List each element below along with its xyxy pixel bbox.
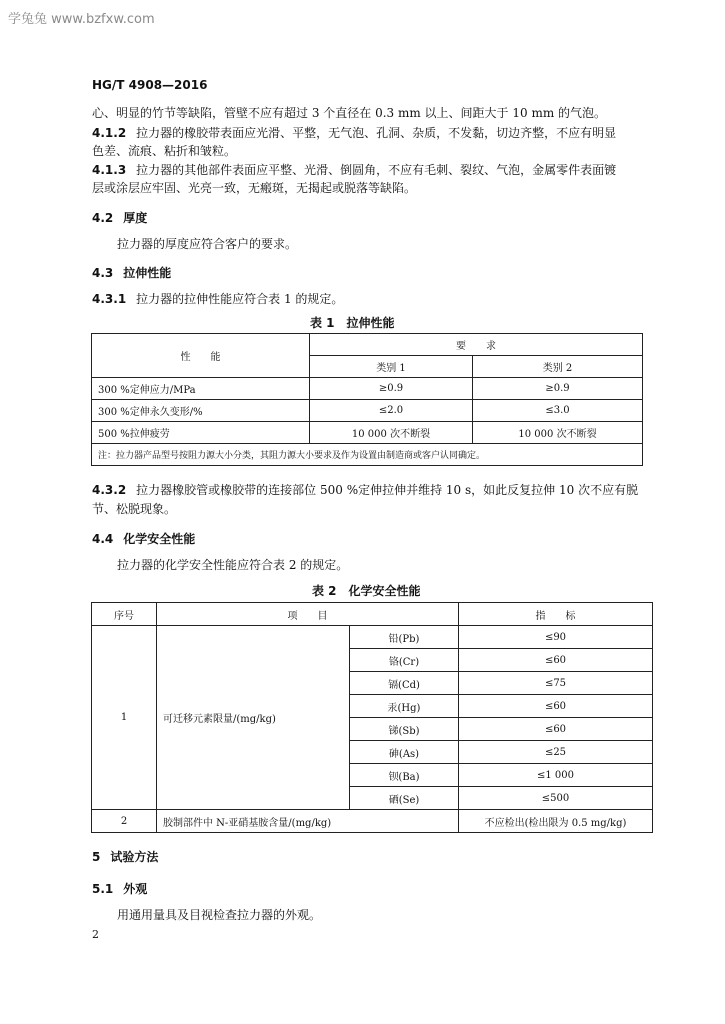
page-number: 2	[92, 928, 99, 941]
category-2-value: ≥0.9	[473, 378, 643, 400]
heading-4-2	[92, 209, 147, 226]
heading-number: 5	[92, 850, 101, 864]
table-2-caption: 表 2 化学安全性能	[312, 584, 421, 598]
property-name: 500 %拉伸疲劳	[92, 422, 310, 444]
serial-no: 1	[92, 626, 157, 810]
clause-number: 4.3.2	[92, 483, 127, 497]
clause-4-1-3-line2: 层或涂层应牢固、光亮一致，无瘢斑，无揭起或脱落等缺陷。	[92, 181, 417, 195]
element-limit: ≤60	[459, 649, 653, 672]
element-limit: ≤75	[459, 672, 653, 695]
heading-4-4	[92, 530, 195, 547]
element-limit: ≤1 000	[459, 764, 653, 787]
clause-4-3-2-line2: 节、松脱现象。	[92, 502, 177, 516]
table-note: 注：拉力器产品型号按阻力源大小分类，其阻力源大小要求及作为设置由制造商或客户认同确定。	[92, 444, 643, 466]
tensile-properties-table	[91, 333, 643, 466]
element-limit: ≤90	[459, 626, 653, 649]
clause-number: 4.3.1	[92, 292, 127, 306]
paragraph-continued: 心、明显的竹节等缺陷，管壁不应有超过 3 个直径在 0.3 mm 以上、间距大于 10 mm 的气泡。	[92, 106, 607, 120]
element-name: 铬(Cr)	[350, 649, 459, 672]
heading-title: 拉伸性能	[123, 266, 172, 280]
document-id: HG/T 4908—2016	[92, 78, 208, 92]
element-name: 铅(Pb)	[350, 626, 459, 649]
header-property: 性 能	[92, 334, 310, 378]
category-2-value: ≤3.0	[473, 400, 643, 422]
item-limit: 不应检出(检出限为 0.5 mg/kg)	[459, 810, 653, 833]
serial-no: 2	[92, 810, 157, 833]
table-row	[92, 378, 643, 400]
clause-text: 拉力器的拉伸性能应符合表 1 的规定。	[136, 292, 344, 306]
category-1-value: ≤2.0	[310, 400, 473, 422]
element-name: 钡(Ba)	[350, 764, 459, 787]
element-name: 砷(As)	[350, 741, 459, 764]
table-row	[92, 626, 653, 649]
heading-number: 4.3	[92, 266, 114, 280]
heading-title: 外观	[123, 882, 148, 896]
property-name: 300 %定伸永久变形/%	[92, 400, 310, 422]
clause-number: 4.1.3	[92, 163, 127, 177]
category-2-value: 10 000 次不断裂	[473, 422, 643, 444]
table-1-caption: 表 1 拉伸性能	[310, 316, 395, 330]
clause-4-4-text: 拉力器的化学安全性能应符合表 2 的规定。	[117, 558, 349, 572]
clause-number: 4.1.2	[92, 126, 127, 140]
heading-title: 试验方法	[110, 850, 159, 864]
clause-4-1-3-line1	[92, 162, 616, 178]
clause-4-1-2-line1	[92, 125, 616, 141]
header-requirement: 要 求	[310, 334, 643, 356]
clause-4-3-2-line1	[92, 482, 638, 498]
heading-title: 化学安全性能	[123, 532, 196, 546]
element-limit: ≤60	[459, 718, 653, 741]
clause-text: 拉力器的其他部件表面应平整、光滑、倒圆角，不应有毛刺、裂纹、气泡，金属零件表面镀	[136, 163, 617, 177]
header-item: 项 目	[157, 603, 459, 626]
watermark: 学兔兔 www.bzfxw.com	[8, 12, 155, 27]
category-1-value: ≥0.9	[310, 378, 473, 400]
clause-4-3-1	[92, 291, 343, 307]
chemical-safety-table	[91, 602, 653, 833]
element-limit: ≤500	[459, 787, 653, 810]
table-row	[92, 422, 643, 444]
element-name: 锑(Sb)	[350, 718, 459, 741]
category-1-value: 10 000 次不断裂	[310, 422, 473, 444]
heading-number: 5.1	[92, 882, 114, 896]
table-row	[92, 400, 643, 422]
header-index: 指 标	[459, 603, 653, 626]
header-serial-no: 序号	[92, 603, 157, 626]
heading-4-3	[92, 264, 171, 281]
clause-text: 拉力器橡胶管或橡胶带的连接部位 500 %定伸拉伸并维持 10 s，如此反复拉伸 10 次不应有脱	[136, 483, 639, 497]
item-name: 可迁移元素限量/(mg/kg)	[157, 626, 350, 810]
clause-5-1-text: 用通用量具及目视检查拉力器的外观。	[117, 908, 322, 922]
heading-5	[92, 848, 158, 865]
heading-5-1	[92, 880, 147, 897]
item-name: 胶制部件中 N-亚硝基胺含量/(mg/kg)	[157, 810, 459, 833]
element-name: 汞(Hg)	[350, 695, 459, 718]
property-name: 300 %定伸应力/MPa	[92, 378, 310, 400]
element-limit: ≤25	[459, 741, 653, 764]
heading-number: 4.2	[92, 211, 114, 225]
clause-text: 拉力器的橡胶带表面应光滑、平整，无气泡、孔洞、杂质，不发黏，切边齐整，不应有明显	[136, 126, 617, 140]
clause-4-2-text: 拉力器的厚度应符合客户的要求。	[117, 237, 298, 251]
clause-4-1-2-line2: 色差、流痕、粘折和皱粒。	[92, 144, 237, 158]
element-name: 镉(Cd)	[350, 672, 459, 695]
header-category-1: 类别 1	[310, 356, 473, 378]
heading-number: 4.4	[92, 532, 114, 546]
table-row	[92, 810, 653, 833]
header-category-2: 类别 2	[473, 356, 643, 378]
element-name: 硒(Se)	[350, 787, 459, 810]
element-limit: ≤60	[459, 695, 653, 718]
heading-title: 厚度	[123, 211, 148, 225]
